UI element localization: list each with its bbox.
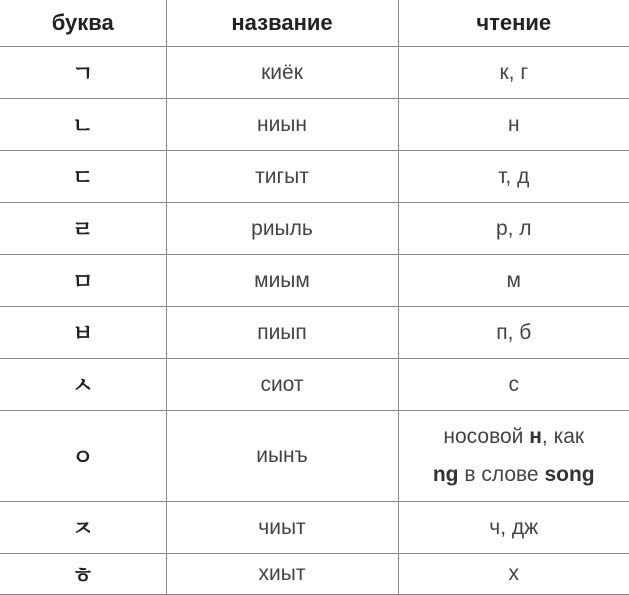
letter-cell: ㅈ bbox=[0, 502, 166, 554]
name-cell: тигыт bbox=[166, 151, 398, 203]
reading-bold: н bbox=[529, 425, 542, 448]
name-cell: иынъ bbox=[166, 411, 398, 502]
letter-cell: ㅇ bbox=[0, 411, 166, 502]
table-row bbox=[0, 411, 629, 502]
header-letter: буква bbox=[0, 0, 166, 47]
reading-cell: к, г bbox=[398, 47, 629, 99]
name-cell: ниын bbox=[166, 99, 398, 151]
reading-cell: т, д bbox=[398, 151, 629, 203]
header-reading: чтение bbox=[398, 0, 629, 47]
name-cell: хиыт bbox=[166, 554, 398, 595]
name-cell: пиып bbox=[166, 307, 398, 359]
name-cell: миым bbox=[166, 255, 398, 307]
table-row bbox=[0, 203, 629, 255]
table-row bbox=[0, 307, 629, 359]
reading-text: , как bbox=[541, 425, 585, 448]
table-row bbox=[0, 502, 629, 554]
letter-cell: ㄹ bbox=[0, 203, 166, 255]
name-cell: риыль bbox=[166, 203, 398, 255]
letter-cell: ㄷ bbox=[0, 151, 166, 203]
reading-cell: м bbox=[398, 255, 629, 307]
reading-text: в слове bbox=[458, 463, 545, 486]
letter-cell: ㅂ bbox=[0, 307, 166, 359]
letter-cell: ㄱ bbox=[0, 47, 166, 99]
reading-cell: р, л bbox=[398, 203, 629, 255]
reading-cell: п, б bbox=[398, 307, 629, 359]
letter-cell: ㅅ bbox=[0, 359, 166, 411]
reading-cell: х bbox=[398, 554, 629, 595]
table-row bbox=[0, 255, 629, 307]
header-name: название bbox=[166, 0, 398, 47]
reading-line-2 bbox=[399, 456, 629, 494]
table-row bbox=[0, 359, 629, 411]
letter-cell: ㅎ bbox=[0, 554, 166, 595]
name-cell: киёк bbox=[166, 47, 398, 99]
reading-cell: ч, дж bbox=[398, 502, 629, 554]
reading-line-1 bbox=[399, 418, 629, 456]
table-row bbox=[0, 151, 629, 203]
name-cell: чиыт bbox=[166, 502, 398, 554]
reading-cell bbox=[398, 411, 629, 502]
table-row bbox=[0, 554, 629, 595]
letter-cell: ㄴ bbox=[0, 99, 166, 151]
reading-bold: song bbox=[544, 463, 595, 486]
reading-cell: с bbox=[398, 359, 629, 411]
table-row bbox=[0, 47, 629, 99]
header-row bbox=[0, 0, 629, 47]
reading-text: носовой bbox=[443, 425, 530, 448]
reading-bold: ng bbox=[432, 463, 459, 486]
table-row bbox=[0, 99, 629, 151]
letter-cell: ㅁ bbox=[0, 255, 166, 307]
name-cell: сиот bbox=[166, 359, 398, 411]
reading-cell: н bbox=[398, 99, 629, 151]
